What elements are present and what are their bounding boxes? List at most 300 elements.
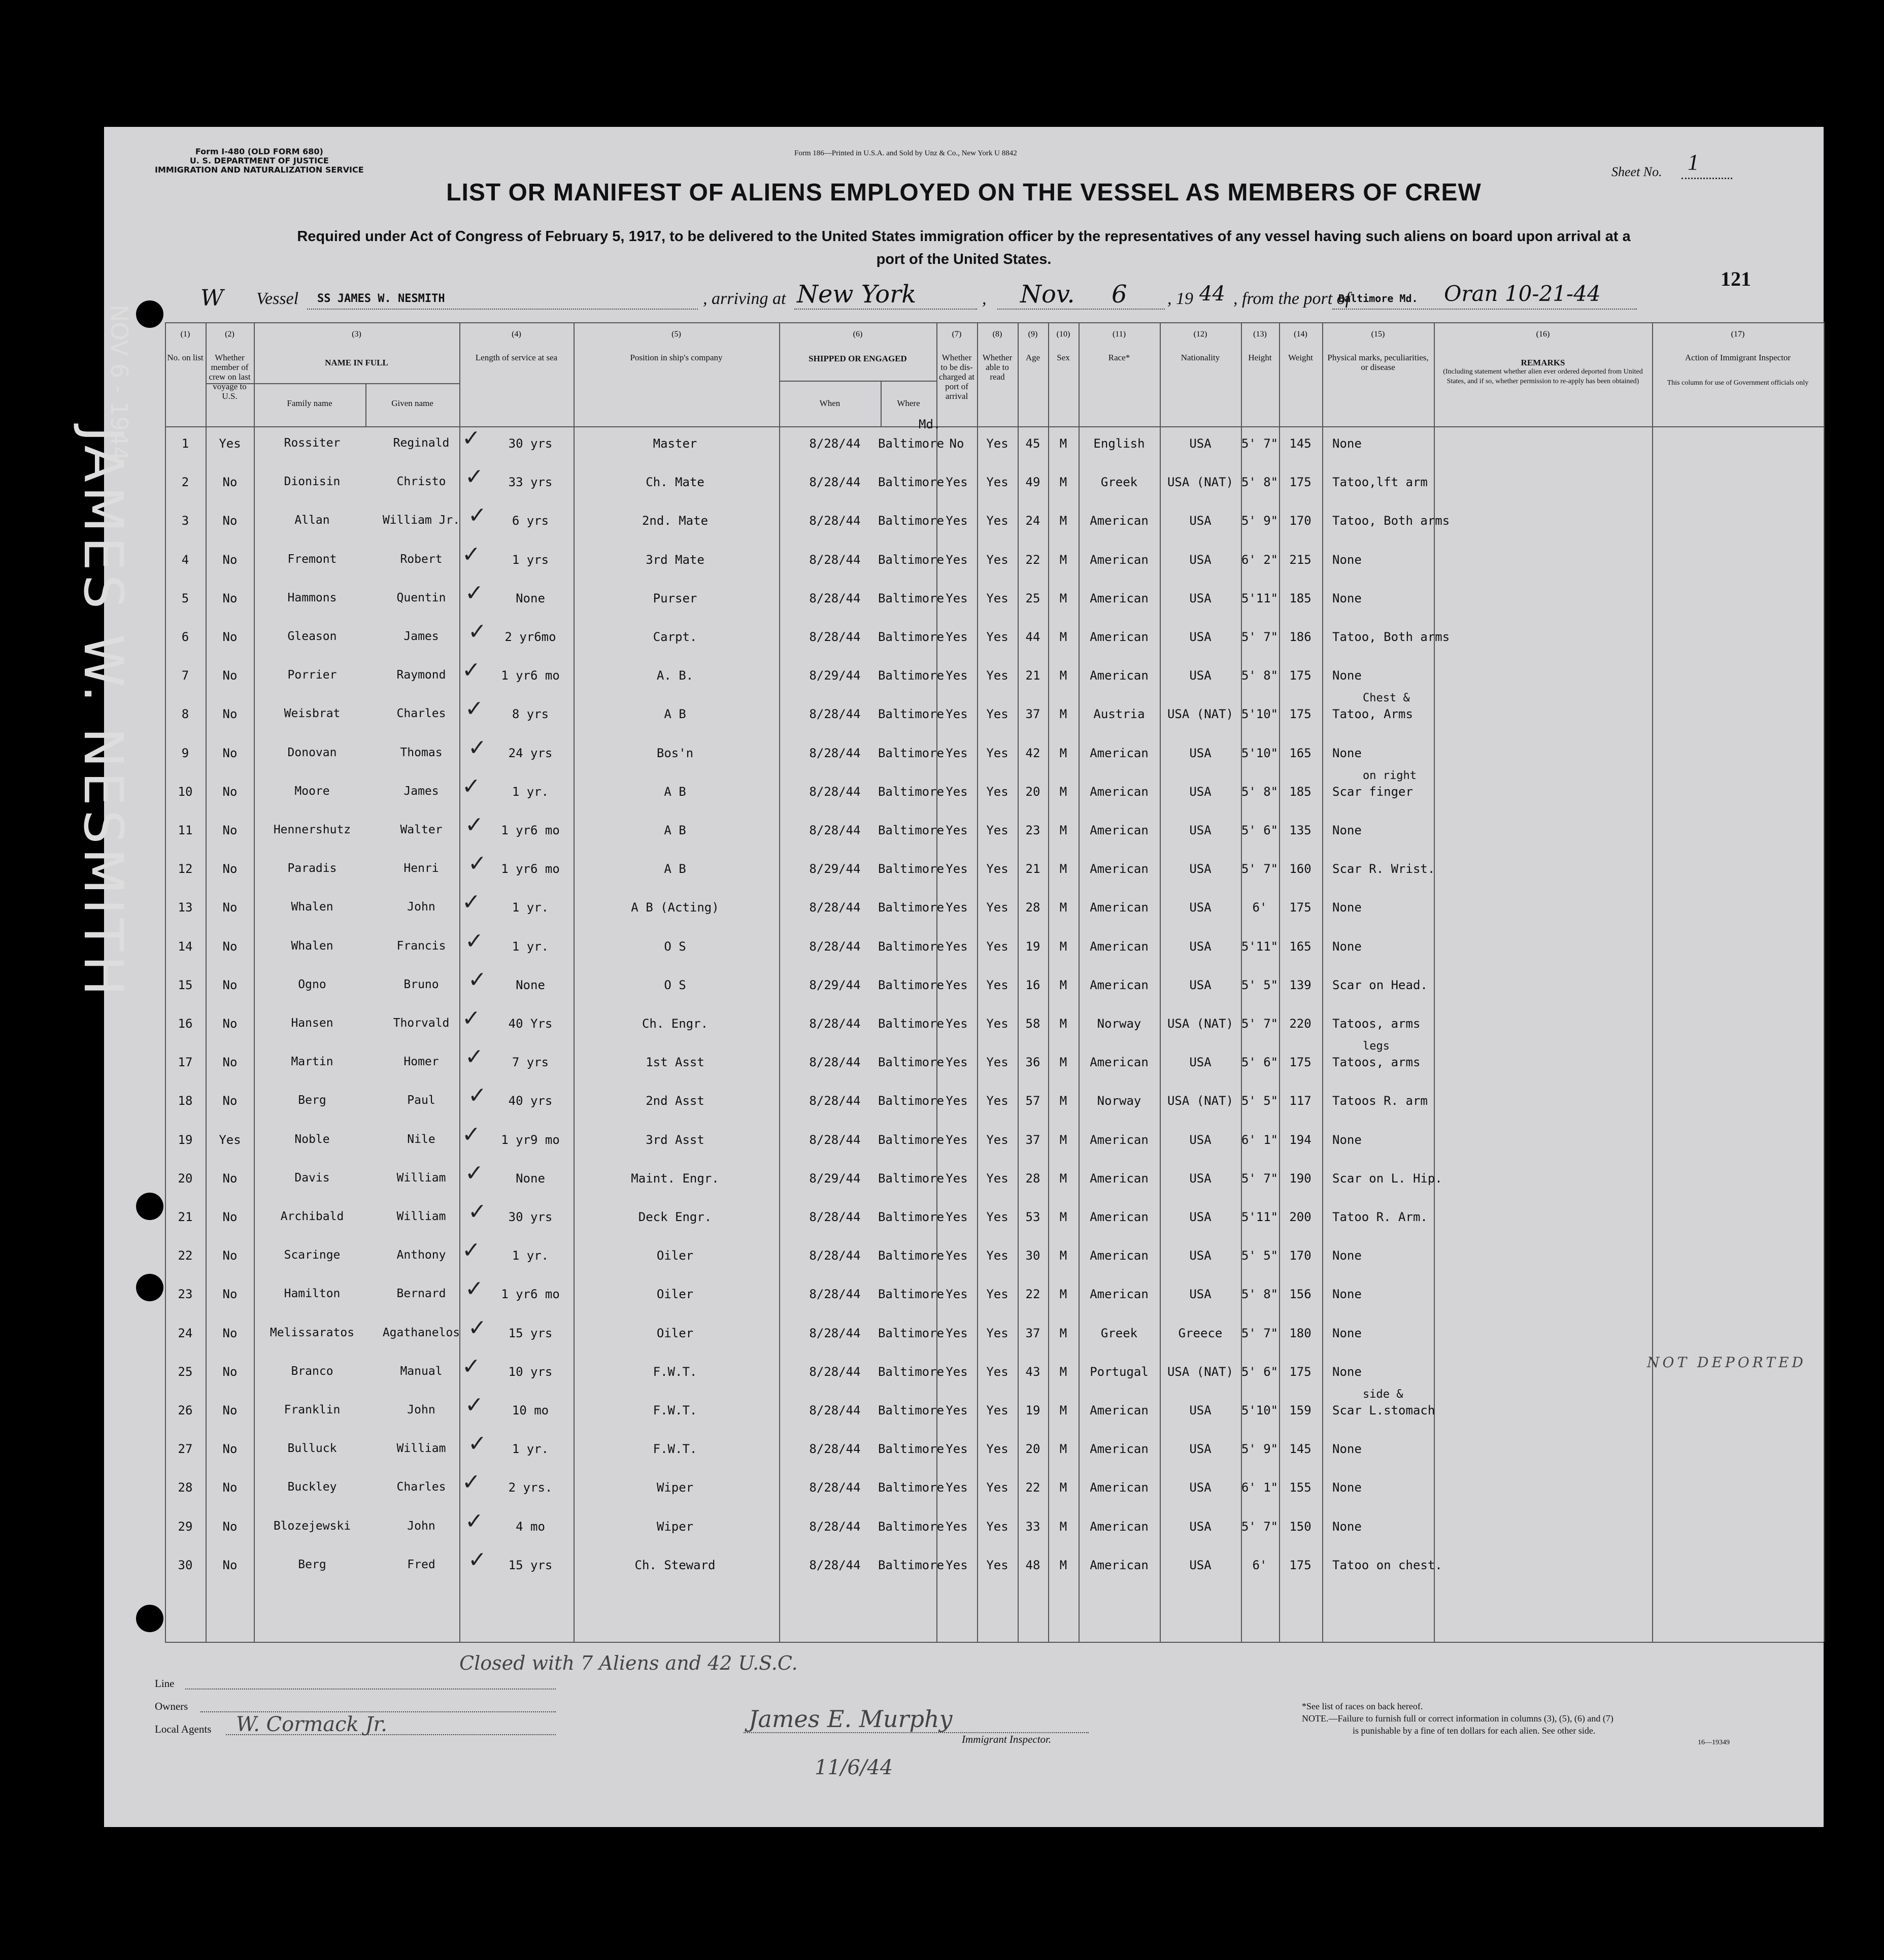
given-name: Agathanelos bbox=[382, 1326, 460, 1339]
shipped-when: 8/28/44 bbox=[809, 1055, 861, 1070]
race: American bbox=[1090, 784, 1149, 799]
shipped-where: Baltimore bbox=[878, 668, 945, 683]
family-name: Rossiter bbox=[284, 436, 341, 450]
shipped-when: 8/28/44 bbox=[809, 1403, 861, 1417]
agents-underline bbox=[226, 1734, 556, 1735]
vessel-prefix: W bbox=[200, 285, 224, 311]
shipped-when: 8/28/44 bbox=[809, 1017, 861, 1031]
height: 6' 1" bbox=[1241, 1132, 1279, 1147]
nationality: USA bbox=[1189, 591, 1212, 605]
weight: 155 bbox=[1289, 1480, 1311, 1495]
position: A B bbox=[664, 707, 686, 722]
check-mark-icon: ✓ bbox=[465, 696, 484, 722]
sea-service: 6 yrs bbox=[512, 514, 549, 528]
column-number: (17) bbox=[1731, 330, 1745, 339]
shipped-where: Baltimore bbox=[878, 1017, 945, 1031]
prior-voyage: No bbox=[222, 1287, 238, 1302]
physical-marks: None bbox=[1332, 1480, 1362, 1495]
able-to-read: Yes bbox=[986, 436, 1008, 451]
prior-voyage: No bbox=[222, 1403, 238, 1417]
penalty-note: NOTE.—Failure to furnish full or correct information in columns (3), (5), (6) and (7) bbox=[1302, 1713, 1613, 1724]
able-to-read: Yes bbox=[986, 707, 1008, 722]
from-port-handwritten: Oran 10-21-44 bbox=[1444, 281, 1601, 306]
able-to-read: Yes bbox=[986, 862, 1008, 876]
sex: M bbox=[1059, 1519, 1067, 1534]
race: American bbox=[1090, 1519, 1149, 1534]
position: Ch. Steward bbox=[634, 1558, 716, 1572]
sea-service: 15 yrs bbox=[508, 1558, 553, 1572]
family-name: Archibald bbox=[280, 1210, 344, 1223]
sea-service: 1 yr6 mo bbox=[501, 862, 560, 876]
physical-marks: Scar on Head. bbox=[1332, 977, 1428, 992]
column-header: NAME IN FULL bbox=[325, 358, 388, 367]
nationality: USA (NAT) bbox=[1167, 1017, 1234, 1031]
year-suffix: 44 bbox=[1199, 282, 1225, 306]
column-number: (4) bbox=[512, 330, 521, 339]
row-number: 28 bbox=[178, 1480, 193, 1495]
race: Norway bbox=[1097, 1017, 1141, 1031]
given-name: Charles bbox=[396, 1480, 446, 1494]
discharged: Yes bbox=[946, 1519, 968, 1534]
able-to-read: Yes bbox=[986, 1558, 1008, 1572]
height: 5' 5" bbox=[1241, 1248, 1279, 1263]
physical-marks-note: side & bbox=[1363, 1388, 1403, 1401]
given-name: Nile bbox=[407, 1132, 435, 1146]
physical-marks: None bbox=[1332, 823, 1362, 837]
sea-service: 10 mo bbox=[512, 1403, 549, 1417]
spine-vessel-name: JAMES W. NESMITH bbox=[72, 426, 134, 1000]
prior-voyage: No bbox=[222, 475, 238, 490]
check-mark-icon: ✓ bbox=[462, 1121, 481, 1147]
prior-voyage: No bbox=[222, 784, 238, 799]
family-name: Whalen bbox=[291, 939, 333, 953]
row-number: 2 bbox=[181, 475, 189, 490]
sex: M bbox=[1059, 707, 1067, 722]
able-to-read: Yes bbox=[986, 1403, 1008, 1417]
closing-note: Closed with 7 Aliens and 42 U.S.C. bbox=[459, 1652, 798, 1674]
row-number: 19 bbox=[178, 1132, 193, 1147]
vessel-underline bbox=[307, 309, 698, 310]
age: 19 bbox=[1025, 1403, 1040, 1417]
column-number: (11) bbox=[1112, 330, 1126, 339]
check-mark-icon: ✓ bbox=[465, 464, 484, 490]
sea-service: 30 yrs bbox=[508, 436, 553, 451]
row-number: 12 bbox=[178, 862, 193, 876]
inspector-signature: James E. Murphy bbox=[749, 1705, 953, 1733]
prior-voyage: No bbox=[222, 939, 238, 954]
able-to-read: Yes bbox=[986, 475, 1008, 490]
given-name: Bernard bbox=[396, 1287, 446, 1301]
height: 5' 7" bbox=[1241, 1017, 1279, 1031]
age: 43 bbox=[1025, 1364, 1040, 1379]
date-underline bbox=[997, 309, 1165, 310]
sea-service: None bbox=[516, 591, 545, 605]
sea-service: 33 yrs bbox=[508, 475, 553, 490]
shipped-when: 8/28/44 bbox=[809, 1519, 861, 1534]
column-number: (8) bbox=[992, 330, 1002, 339]
position: Deck Engr. bbox=[638, 1210, 712, 1224]
family-name: Noble bbox=[294, 1132, 330, 1146]
given-name: Manual bbox=[400, 1364, 443, 1378]
able-to-read: Yes bbox=[986, 1210, 1008, 1224]
row-number: 16 bbox=[178, 1017, 193, 1031]
column-header: Whether to be dis-charged at port of arrival bbox=[938, 353, 974, 401]
nationality: USA bbox=[1189, 1210, 1212, 1224]
shipped-where: Baltimore bbox=[878, 900, 945, 915]
race: English bbox=[1093, 436, 1145, 451]
age: 21 bbox=[1025, 862, 1040, 876]
nationality: USA bbox=[1189, 1442, 1212, 1457]
discharged: Yes bbox=[946, 1171, 968, 1186]
family-name: Scaringe bbox=[284, 1248, 341, 1262]
given-name: James bbox=[403, 630, 439, 643]
family-name: Blozejewski bbox=[273, 1519, 351, 1533]
shipped-when: 8/28/44 bbox=[809, 591, 861, 605]
family-name: Hansen bbox=[291, 1017, 333, 1030]
position: 3rd Mate bbox=[646, 552, 704, 567]
sex: M bbox=[1059, 1132, 1067, 1147]
age: 42 bbox=[1025, 746, 1040, 760]
prior-voyage: No bbox=[222, 1326, 238, 1340]
column-divider bbox=[1279, 322, 1280, 1642]
sea-service: 7 yrs bbox=[512, 1055, 549, 1070]
sheet-label: Sheet No. bbox=[1611, 164, 1662, 179]
prior-voyage: No bbox=[222, 1248, 238, 1263]
discharged: Yes bbox=[946, 1558, 968, 1572]
prior-voyage: No bbox=[222, 1055, 238, 1070]
shipped-where: Baltimore bbox=[878, 552, 945, 567]
family-name: Dionisin bbox=[284, 475, 341, 489]
weight: 170 bbox=[1289, 1248, 1311, 1263]
sea-service: 2 yr6mo bbox=[504, 630, 556, 644]
form-identifier bbox=[155, 147, 364, 175]
height: 5' 7" bbox=[1241, 630, 1279, 644]
column-divider bbox=[206, 322, 207, 1642]
shipped-where: Baltimore bbox=[878, 707, 945, 722]
able-to-read: Yes bbox=[986, 939, 1008, 954]
physical-marks: Scar L.stomach bbox=[1332, 1403, 1435, 1417]
physical-marks: None bbox=[1332, 668, 1362, 683]
position: Purser bbox=[653, 591, 697, 605]
row-number: 7 bbox=[181, 668, 189, 683]
prior-voyage: No bbox=[222, 1171, 238, 1186]
sex: M bbox=[1059, 1248, 1067, 1263]
family-name: Allan bbox=[294, 514, 330, 527]
discharged: Yes bbox=[946, 862, 968, 876]
shipped-where: Baltimore bbox=[878, 1519, 945, 1534]
family-name: Donovan bbox=[287, 746, 337, 759]
sea-service: 1 yr6 mo bbox=[501, 823, 560, 837]
table-top-border bbox=[165, 322, 1824, 323]
shipped-when: 8/28/44 bbox=[809, 784, 861, 799]
physical-marks: Tatoo, Both arms bbox=[1332, 630, 1450, 644]
nationality: USA bbox=[1189, 862, 1212, 876]
given-name: William bbox=[396, 1210, 446, 1223]
physical-marks: None bbox=[1332, 436, 1362, 451]
requirement-text: Required under Act of Congress of February 5, 1917, to be delivered to the United States immigration officer by the representatives of any vessel having such aliens on board upon arrival at a bbox=[297, 228, 1631, 245]
discharged: Yes bbox=[946, 1094, 968, 1108]
physical-marks: None bbox=[1332, 552, 1362, 567]
nationality: USA bbox=[1189, 1480, 1212, 1495]
spine-date-stamp: NOV 6 - 1944 bbox=[106, 305, 133, 461]
nationality: USA bbox=[1189, 1055, 1212, 1070]
sex: M bbox=[1059, 552, 1067, 567]
prior-voyage: No bbox=[222, 668, 238, 683]
column-subheader: When bbox=[819, 398, 840, 408]
check-mark-icon: ✓ bbox=[462, 1353, 481, 1379]
check-mark-icon: ✓ bbox=[468, 1199, 487, 1225]
age: 37 bbox=[1025, 1326, 1040, 1340]
nationality: USA bbox=[1189, 630, 1212, 644]
given-name: John bbox=[407, 1519, 435, 1533]
penalty-note-cont: is punishable by a fine of ten dollars for each alien. See other side. bbox=[1353, 1726, 1596, 1736]
nationality: USA bbox=[1189, 977, 1212, 992]
age: 33 bbox=[1025, 1519, 1040, 1534]
given-name: Reginald bbox=[393, 436, 450, 450]
race: American bbox=[1090, 746, 1149, 760]
age: 23 bbox=[1025, 823, 1040, 837]
age: 57 bbox=[1025, 1094, 1040, 1108]
shipped-when: 8/28/44 bbox=[809, 1326, 861, 1340]
sea-service: 1 yr9 mo bbox=[501, 1132, 560, 1147]
shipped-where: Baltimore bbox=[878, 823, 945, 837]
check-mark-icon: ✓ bbox=[462, 1005, 481, 1031]
race: American bbox=[1090, 1055, 1149, 1070]
check-mark-icon: ✓ bbox=[468, 502, 487, 529]
height: 5' 8" bbox=[1241, 668, 1279, 683]
position: Ch. Engr. bbox=[642, 1017, 709, 1031]
weight: 145 bbox=[1289, 436, 1311, 451]
sea-service: 15 yrs bbox=[508, 1326, 553, 1340]
row-number: 15 bbox=[178, 977, 193, 992]
physical-marks: Tatoo, Arms bbox=[1332, 707, 1413, 722]
position: Carpt. bbox=[653, 630, 697, 644]
physical-marks: Tatoos R. arm bbox=[1332, 1094, 1428, 1108]
race: American bbox=[1090, 977, 1149, 992]
shipped-when: 8/28/44 bbox=[809, 552, 861, 567]
shipped-when: 8/28/44 bbox=[809, 1442, 861, 1457]
shipped-where: Baltimore bbox=[878, 1442, 945, 1457]
row-number: 17 bbox=[178, 1055, 193, 1070]
race: American bbox=[1090, 668, 1149, 683]
row-number: 30 bbox=[178, 1558, 193, 1572]
physical-marks: None bbox=[1332, 591, 1362, 605]
shipped-where: Baltimore bbox=[878, 746, 945, 760]
weight: 186 bbox=[1289, 630, 1311, 644]
punch-hole bbox=[136, 1274, 163, 1301]
header-bottom-border bbox=[165, 426, 1824, 427]
family-name: Porrier bbox=[287, 668, 337, 682]
sea-service: 40 yrs bbox=[508, 1094, 553, 1108]
vessel-label: Vessel bbox=[256, 289, 299, 308]
discharged: Yes bbox=[946, 475, 968, 490]
sex: M bbox=[1059, 746, 1067, 760]
given-name: James bbox=[403, 784, 439, 798]
position: 2nd. Mate bbox=[642, 514, 709, 528]
shipped-where: Baltimore bbox=[878, 514, 945, 528]
physical-marks: None bbox=[1332, 1248, 1362, 1263]
discharged: Yes bbox=[946, 1210, 968, 1224]
able-to-read: Yes bbox=[986, 1287, 1008, 1302]
height: 5'11" bbox=[1241, 591, 1279, 605]
shipped-where: Baltimore bbox=[878, 1055, 945, 1070]
column-divider bbox=[574, 322, 575, 1642]
height: 5' 7" bbox=[1241, 1171, 1279, 1186]
weight: 220 bbox=[1289, 1017, 1311, 1031]
column-number: (5) bbox=[671, 330, 681, 339]
family-name: Paradis bbox=[287, 862, 337, 875]
check-mark-icon: ✓ bbox=[465, 812, 484, 838]
physical-marks: None bbox=[1332, 1287, 1362, 1302]
shipped-where: Baltimore bbox=[878, 475, 945, 490]
check-mark-icon: ✓ bbox=[462, 1237, 481, 1264]
row-number: 14 bbox=[178, 939, 193, 954]
family-name: Gleason bbox=[287, 630, 337, 643]
position: Oiler bbox=[656, 1248, 694, 1263]
crew-table bbox=[165, 322, 1824, 1642]
height: 5' 6" bbox=[1241, 823, 1279, 837]
race: American bbox=[1090, 1248, 1149, 1263]
able-to-read: Yes bbox=[986, 1480, 1008, 1495]
shipped-where: Baltimore bbox=[878, 1094, 945, 1108]
sea-service: 1 yr. bbox=[512, 900, 549, 915]
check-mark-icon: ✓ bbox=[462, 657, 481, 684]
family-name: Moore bbox=[294, 784, 330, 798]
sea-service: 2 yrs. bbox=[508, 1480, 553, 1495]
from-label: , from the port of bbox=[1233, 289, 1351, 308]
column-divider bbox=[977, 322, 978, 1642]
discharged: Yes bbox=[946, 707, 968, 722]
column-header: Whether member of crew on last voyage to U.S. bbox=[209, 353, 251, 401]
family-name: Davis bbox=[294, 1171, 330, 1185]
age: 19 bbox=[1025, 939, 1040, 954]
nationality: USA bbox=[1189, 668, 1212, 683]
age: 49 bbox=[1025, 475, 1040, 490]
discharged: Yes bbox=[946, 939, 968, 954]
weight: 170 bbox=[1289, 514, 1311, 528]
nationality: USA (NAT) bbox=[1167, 707, 1234, 722]
column-header: Sex bbox=[1057, 353, 1070, 362]
age: 30 bbox=[1025, 1248, 1040, 1263]
weight: 175 bbox=[1289, 668, 1311, 683]
discharged: Yes bbox=[946, 1326, 968, 1340]
sex: M bbox=[1059, 1055, 1067, 1070]
column-number: (6) bbox=[853, 330, 863, 339]
position: Wiper bbox=[656, 1480, 694, 1495]
shipped-where: Baltimore bbox=[878, 436, 945, 451]
physical-marks: Scar R. Wrist. bbox=[1332, 862, 1435, 876]
height: 5' 5" bbox=[1241, 1094, 1279, 1108]
shipped-when: 8/28/44 bbox=[809, 1248, 861, 1263]
shipped-subheader-line bbox=[779, 381, 936, 382]
shipped-when: 8/29/44 bbox=[809, 862, 861, 876]
column-number: (15) bbox=[1371, 330, 1385, 339]
row-number: 9 bbox=[181, 746, 189, 760]
position: Maint. Engr. bbox=[631, 1171, 719, 1186]
column-header: Weight bbox=[1288, 353, 1313, 362]
nationality: USA bbox=[1189, 784, 1212, 799]
height: 5'10" bbox=[1241, 746, 1279, 760]
page-number: 121 bbox=[1721, 267, 1751, 290]
agents-signature: W. Cormack Jr. bbox=[236, 1713, 387, 1736]
able-to-read: Yes bbox=[986, 1248, 1008, 1263]
age: 20 bbox=[1025, 1442, 1040, 1457]
prior-voyage: No bbox=[222, 1017, 238, 1031]
nationality: USA (NAT) bbox=[1167, 1364, 1234, 1379]
prior-voyage: No bbox=[222, 746, 238, 760]
column-divider bbox=[254, 322, 255, 1642]
discharged: Yes bbox=[946, 1480, 968, 1495]
sex: M bbox=[1059, 1171, 1067, 1186]
column-header: Length of service at sea bbox=[475, 353, 558, 362]
weight: 185 bbox=[1289, 591, 1311, 605]
position: A B bbox=[664, 823, 686, 837]
able-to-read: Yes bbox=[986, 591, 1008, 605]
discharged: Yes bbox=[946, 591, 968, 605]
sex: M bbox=[1059, 1287, 1067, 1302]
prior-voyage: No bbox=[222, 900, 238, 915]
discharged: Yes bbox=[946, 746, 968, 760]
given-name: Robert bbox=[400, 552, 443, 566]
shipped-where: Baltimore bbox=[878, 1248, 945, 1263]
nationality: USA bbox=[1189, 823, 1212, 837]
sex: M bbox=[1059, 1326, 1067, 1340]
shipped-where: Baltimore bbox=[878, 1326, 945, 1340]
form-code: 16—19349 bbox=[1698, 1739, 1730, 1746]
shipped-when: 8/29/44 bbox=[809, 977, 861, 992]
comma-sep: , bbox=[982, 289, 987, 308]
shipped-when: 8/28/44 bbox=[809, 939, 861, 954]
nationality: USA bbox=[1189, 1558, 1212, 1572]
age: 22 bbox=[1025, 1287, 1040, 1302]
column-number: (2) bbox=[225, 330, 234, 339]
sea-service: 24 yrs bbox=[508, 746, 553, 760]
footnotes bbox=[1302, 1700, 1730, 1749]
shipped-where: Baltimore bbox=[878, 1132, 945, 1147]
sex: M bbox=[1059, 475, 1067, 490]
age: 22 bbox=[1025, 1480, 1040, 1495]
nationality: USA bbox=[1189, 1132, 1212, 1147]
sheet-number: 1 bbox=[1688, 150, 1699, 175]
shipped-when: 8/28/44 bbox=[809, 630, 861, 644]
given-name: Quentin bbox=[396, 591, 446, 604]
physical-marks: Tatoos, arms bbox=[1332, 1055, 1421, 1070]
age: 48 bbox=[1025, 1558, 1040, 1572]
from-port: Baltimore Md. bbox=[1338, 292, 1418, 305]
sea-service: 40 Yrs bbox=[508, 1017, 553, 1031]
able-to-read: Yes bbox=[986, 668, 1008, 683]
row-number: 26 bbox=[178, 1403, 193, 1417]
age: 20 bbox=[1025, 784, 1040, 799]
discharged: Yes bbox=[946, 514, 968, 528]
discharged: Yes bbox=[946, 1055, 968, 1070]
row-number: 6 bbox=[181, 630, 189, 644]
column-number: (10) bbox=[1056, 330, 1070, 339]
sex: M bbox=[1059, 900, 1067, 915]
row-number: 5 bbox=[181, 591, 189, 605]
row-number: 3 bbox=[181, 514, 189, 528]
sex: M bbox=[1059, 1442, 1067, 1457]
check-mark-icon: ✓ bbox=[465, 1044, 484, 1070]
column-subheader: Given name bbox=[391, 398, 433, 408]
physical-marks: None bbox=[1332, 939, 1362, 954]
physical-marks: Scar on L. Hip. bbox=[1332, 1171, 1442, 1186]
check-mark-icon: ✓ bbox=[465, 580, 484, 606]
given-name: Thorvald bbox=[393, 1017, 450, 1030]
able-to-read: Yes bbox=[986, 514, 1008, 528]
physical-marks: None bbox=[1332, 900, 1362, 915]
family-name: Fremont bbox=[287, 552, 337, 566]
